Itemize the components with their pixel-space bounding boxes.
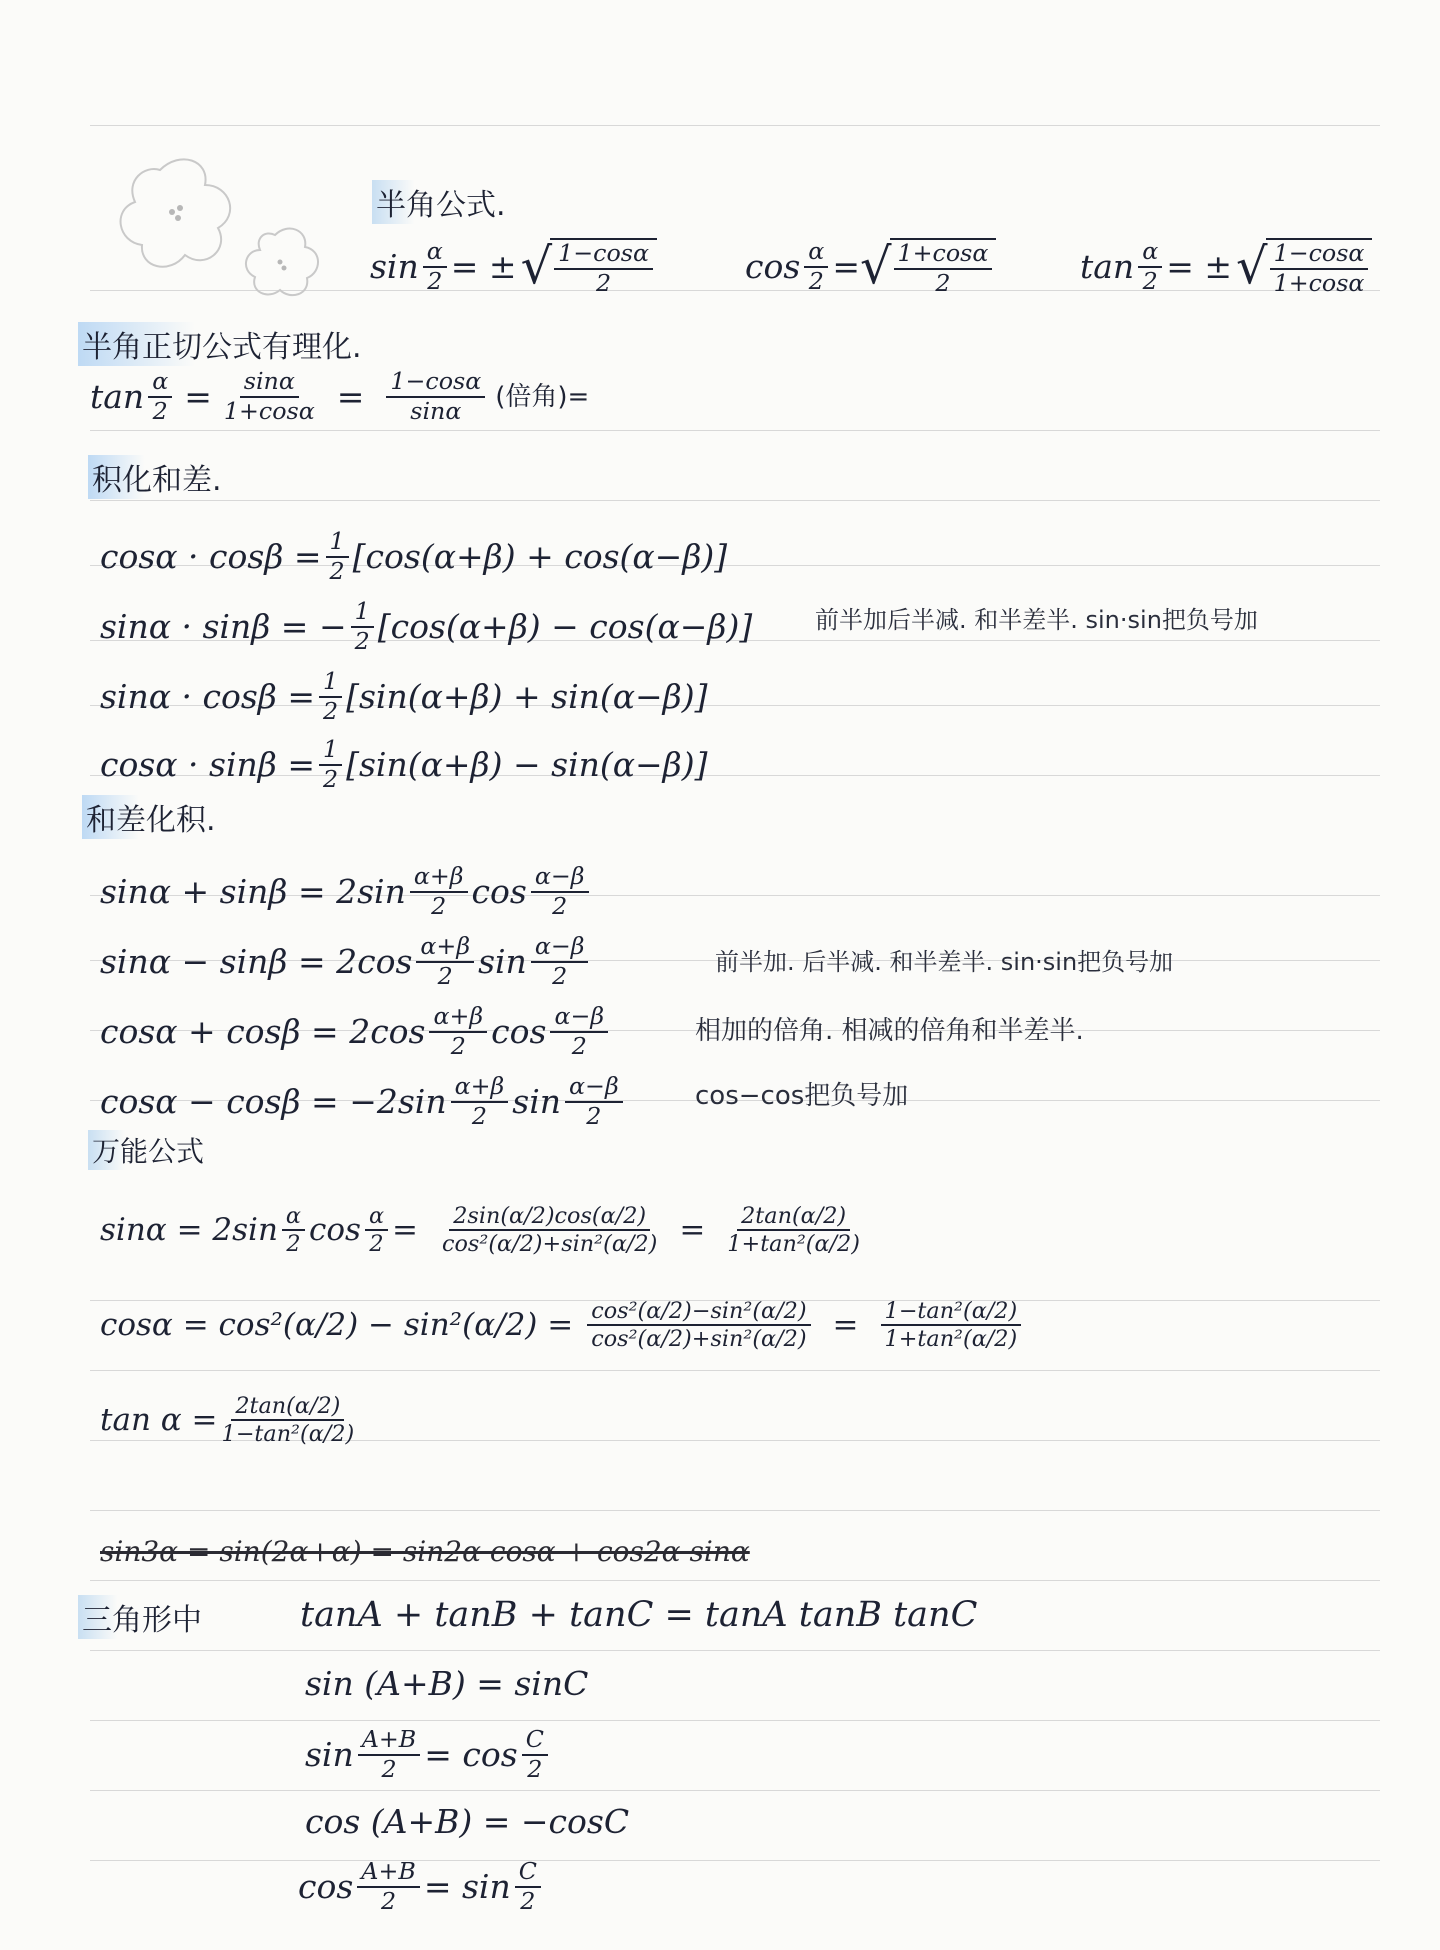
fraction: [223, 367, 315, 425]
formula-text: cos: [298, 1867, 354, 1907]
section-title-half-angle: 半角公式.: [372, 180, 514, 224]
formula-text: cos: [309, 1211, 361, 1248]
numerator: α: [1138, 240, 1162, 268]
numerator: 1−cosα: [386, 370, 485, 398]
section-title-universal: 万能公式: [88, 1130, 212, 1170]
formula-text: =: [392, 1211, 418, 1248]
formula-text: cos: [471, 872, 527, 912]
numerator: α: [148, 370, 172, 398]
rule-line: [90, 1650, 1380, 1651]
universal-sin-formula: [100, 1205, 864, 1256]
fraction: [587, 1300, 810, 1351]
fraction: [531, 932, 589, 990]
formula-text: = sin: [423, 1867, 511, 1907]
fraction: [565, 1072, 623, 1130]
product-to-sum-note: 前半加后半减. 和半差半. sin·sin把负号加: [815, 606, 1258, 634]
denominator: 2: [329, 556, 345, 585]
flower-sticker-icon: [100, 150, 330, 300]
rule-line: [90, 1370, 1380, 1371]
fraction: [522, 1725, 548, 1783]
numerator: 2tan(α/2): [737, 1205, 850, 1231]
numerator: C: [522, 1728, 548, 1756]
denominator: cos²(α/2)+sin²(α/2): [442, 1231, 658, 1258]
denominator: 2: [527, 1754, 543, 1783]
fraction: [442, 1205, 657, 1256]
fraction: [282, 1205, 305, 1256]
fraction: [804, 237, 828, 295]
formula-text: [cos(α+β) − cos(α−β)]: [377, 607, 753, 647]
denominator: 2: [1142, 266, 1158, 295]
numerator: cos²(α/2)−sin²(α/2): [587, 1300, 810, 1326]
fraction: [429, 1002, 487, 1060]
denominator: 2: [450, 1031, 466, 1060]
numerator: α: [423, 240, 447, 268]
fraction: [416, 932, 474, 990]
half-angle-tan-formula: [1080, 238, 1372, 296]
numerator: 1−cosα: [1270, 242, 1369, 270]
product-to-sum-line-1: [100, 527, 728, 585]
universal-cos-formula: [100, 1300, 1025, 1351]
numerator: α−β: [550, 1005, 608, 1033]
formula-text: [sin(α+β) − sin(α−β)]: [346, 745, 708, 785]
denominator: 1+cosα: [223, 396, 315, 425]
fraction: [357, 1857, 420, 1915]
denominator: 2: [369, 1231, 384, 1258]
formula-text: sinα · sinβ = −: [100, 607, 347, 647]
fraction: [365, 1205, 388, 1256]
square-root: √ $\frac{1-\cos\alpha}{1+\cos\alpha}$: [1236, 238, 1372, 296]
numerator: α+β: [451, 1075, 509, 1103]
numerator: α: [282, 1205, 305, 1231]
formula-text: =: [832, 247, 860, 287]
sum-to-product-note-1: 前半加. 后半减. 和半差半. sin·sin把负号加: [715, 948, 1174, 976]
numerator: A+B: [357, 1860, 420, 1888]
denominator: 1−tan²(α/2): [221, 1421, 355, 1448]
denominator: 2: [571, 1031, 587, 1060]
formula-text: =: [184, 377, 212, 417]
fraction: [410, 862, 468, 920]
fraction: [727, 1205, 860, 1256]
formula-text: =: [336, 377, 365, 417]
denominator: 2: [354, 626, 370, 655]
square-root: √ $\frac{1-\cos\alpha}{2}$: [521, 238, 657, 296]
formula-text: cos: [491, 1012, 547, 1052]
numerator: α: [365, 1205, 388, 1231]
denominator: 2: [552, 891, 568, 920]
rule-line: [90, 1580, 1380, 1581]
triangle-line-1: sin (A+B) = sinC: [305, 1664, 589, 1703]
denominator: 2: [323, 696, 339, 725]
numerator: 2sin(α/2)cos(α/2): [449, 1205, 650, 1231]
formula-text: =: [832, 1306, 859, 1343]
rule-line: [90, 125, 1380, 126]
numerator: α−β: [531, 935, 589, 963]
half-angle-cos-formula: [745, 238, 996, 296]
section-title-sum-to-product: 和差化积.: [82, 795, 224, 839]
fraction: [319, 735, 342, 793]
numerator: α−β: [565, 1075, 623, 1103]
annotation-text: (倍角)=: [495, 381, 590, 412]
fraction: [531, 862, 589, 920]
fraction: [386, 367, 485, 425]
square-root: √ $\frac{1+\cos\alpha}{2}$: [860, 238, 996, 296]
formula-text: sin: [512, 1082, 562, 1122]
fraction: [358, 1725, 421, 1783]
formula-text: cos: [745, 247, 801, 287]
denominator: 2: [596, 268, 612, 297]
rule-line: [90, 500, 1380, 501]
rule-line: [90, 1860, 1380, 1861]
denominator: 2: [437, 961, 453, 990]
numerator: 1: [351, 600, 374, 628]
denominator: 2: [427, 266, 443, 295]
sum-to-product-line-1: [100, 862, 593, 920]
numerator: 1−cosα: [554, 242, 653, 270]
formula-text: =: [679, 1211, 706, 1248]
numerator: α: [804, 240, 828, 268]
formula-text: = cos: [424, 1735, 518, 1775]
product-to-sum-line-4: [100, 735, 708, 793]
formula-text: cosα · cosβ =: [100, 537, 322, 577]
denominator: 1+tan²(α/2): [727, 1231, 860, 1258]
numerator: 2tan(α/2): [231, 1395, 344, 1421]
fraction: [319, 667, 342, 725]
numerator: 1+cosα: [894, 242, 993, 270]
denominator: 1+cosα: [1273, 268, 1365, 297]
numerator: C: [515, 1860, 541, 1888]
formula-text: cosα · sinβ =: [100, 745, 315, 785]
half-angle-sin-formula: [370, 238, 657, 296]
formula-text: sin: [370, 247, 419, 287]
struck-out-formula: sin3α = sin(2α+α) = sin2α cosα + cos2α sinα: [100, 1535, 750, 1568]
denominator: 2: [286, 1231, 301, 1258]
universal-tan-formula: [100, 1395, 358, 1446]
fraction: [148, 367, 172, 425]
sum-to-product-line-3: [100, 1002, 612, 1060]
fraction: [423, 237, 447, 295]
sum-to-product-line-4: [100, 1072, 627, 1130]
triangle-line-3: cos (A+B) = −cosC: [305, 1802, 630, 1841]
formula-text: cosα − cosβ = −2sin: [100, 1082, 447, 1122]
denominator: 2: [152, 396, 168, 425]
denominator: 2: [586, 1101, 602, 1130]
denominator: 2: [552, 961, 568, 990]
denominator: 2: [520, 1886, 536, 1915]
denominator: 2: [935, 268, 951, 297]
denominator: 2: [380, 1886, 397, 1915]
denominator: 2: [323, 764, 339, 793]
product-to-sum-line-3: [100, 667, 708, 725]
formula-text: tan α =: [100, 1401, 218, 1438]
numerator: 1: [319, 738, 342, 766]
fraction: [881, 1300, 1022, 1351]
fraction: [351, 597, 374, 655]
denominator: 2: [381, 1754, 397, 1783]
numerator: α+β: [410, 865, 468, 893]
triangle-line-2: [305, 1725, 552, 1783]
numerator: α−β: [531, 865, 589, 893]
numerator: 1: [319, 670, 342, 698]
formula-text: sin: [305, 1735, 354, 1775]
formula-text: sinα · cosβ =: [100, 677, 315, 717]
fraction: [550, 1002, 608, 1060]
numerator: α+β: [416, 935, 474, 963]
formula-text: [cos(α+β) + cos(α−β)]: [352, 537, 728, 577]
formula-text: sin: [478, 942, 527, 982]
fraction: [451, 1072, 509, 1130]
fraction: [222, 1395, 355, 1446]
sum-to-product-note-3: cos−cos把负号加: [695, 1081, 909, 1111]
fraction: [326, 527, 349, 585]
rule-line: [90, 1790, 1380, 1791]
sum-to-product-note-2: 相加的倍角. 相减的倍角和半差半.: [695, 1016, 1084, 1046]
formula-text: cosα = cos²(α/2) − sin²(α/2) =: [100, 1306, 574, 1343]
numerator: A+B: [358, 1728, 421, 1756]
denominator: 2: [431, 891, 447, 920]
fraction: [1138, 237, 1162, 295]
denominator: 2: [471, 1101, 487, 1130]
triangle-line-4: [298, 1857, 545, 1915]
formula-text: sinα + sinβ = 2sin: [100, 872, 406, 912]
denominator: 1+tan²(α/2): [884, 1326, 1018, 1353]
formula-text: = ±: [450, 247, 517, 287]
triangle-tangent-identity: tanA + tanB + tanC = tanA tanB tanC: [300, 1595, 978, 1635]
formula-text: cosα + cosβ = 2cos: [100, 1012, 426, 1052]
numerator: 1−tan²(α/2): [881, 1300, 1022, 1326]
rule-line: [90, 1510, 1380, 1511]
denominator: 2: [808, 266, 824, 295]
section-title-half-angle-tangent: 半角正切公式有理化.: [78, 322, 370, 366]
numerator: α+β: [429, 1005, 487, 1033]
product-to-sum-line-2: [100, 597, 753, 655]
formula-text: tan: [1080, 247, 1135, 287]
section-title-triangle: 三角形中: [78, 1595, 210, 1639]
tangent-rational-formula: [90, 367, 590, 425]
formula-text: [sin(α+β) + sin(α−β)]: [346, 677, 708, 717]
section-title-product-to-sum: 积化和差.: [88, 455, 230, 499]
numerator: 1: [326, 530, 349, 558]
denominator: cos²(α/2)+sin²(α/2): [591, 1326, 807, 1353]
sum-to-product-line-2: [100, 932, 592, 990]
fraction: [515, 1857, 541, 1915]
numerator: sinα: [240, 370, 299, 398]
formula-text: tan: [90, 377, 145, 417]
formula-text: sinα = 2sin: [100, 1211, 278, 1248]
denominator: sinα: [410, 396, 462, 425]
formula-text: = ±: [1166, 247, 1233, 287]
rule-line: [90, 430, 1380, 431]
rule-line: [90, 1720, 1380, 1721]
formula-text: sinα − sinβ = 2cos: [100, 942, 413, 982]
